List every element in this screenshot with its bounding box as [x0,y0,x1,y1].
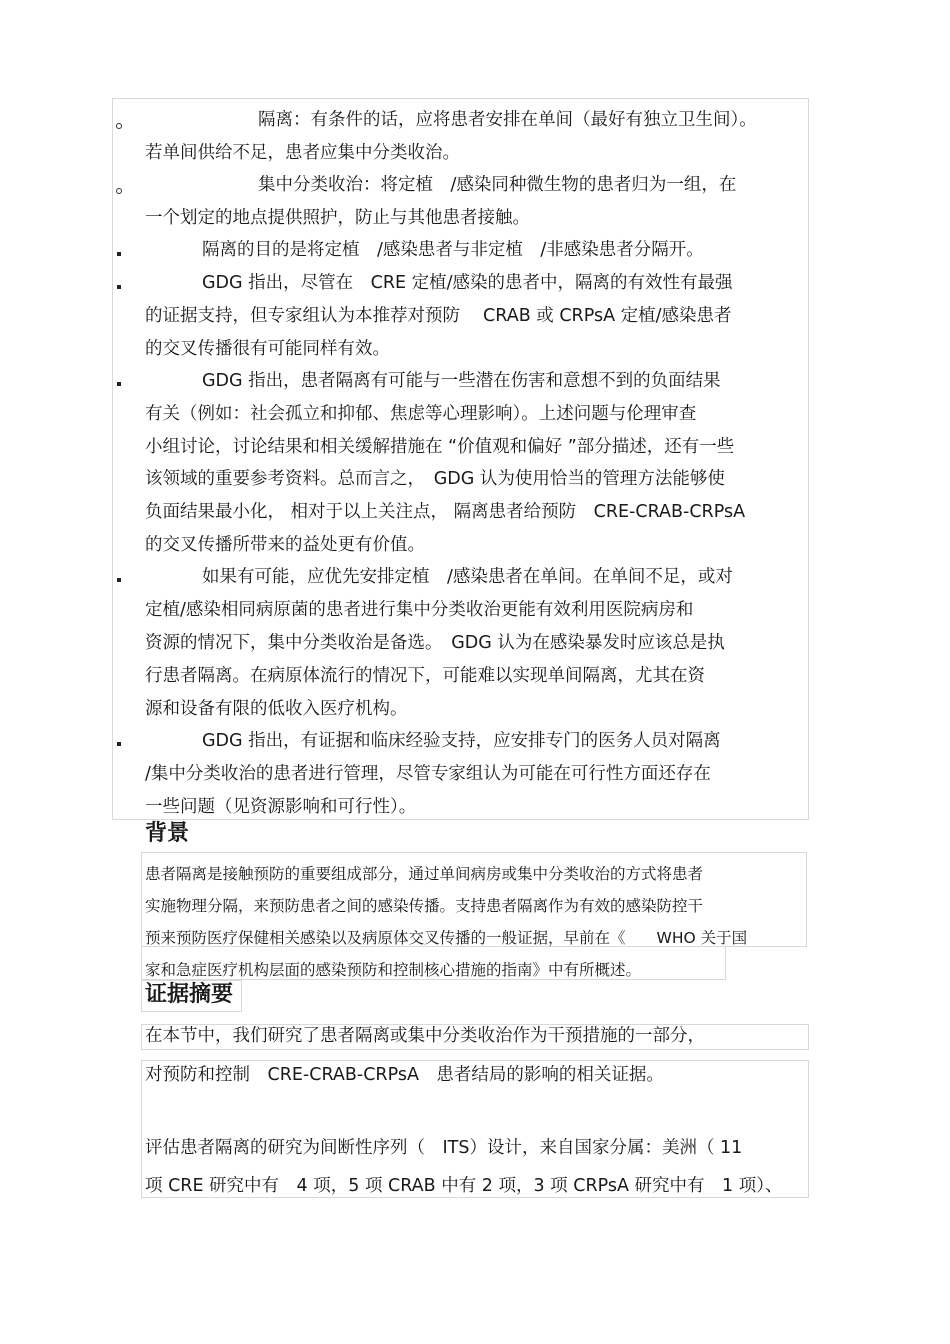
list-item-line: /集中分类收治的患者进行管理，尽管专家组认为可能在可行性方面还存在 [145,764,711,784]
list-item-line: GDG 指出，患者隔离有可能与一些潜在伤害和意想不到的负面结果 [202,371,721,391]
list-item-line: 行患者隔离。在病原体流行的情况下，可能难以实现单间隔离，尤其在资 [145,666,705,686]
list-item-line: GDG 指出，尽管在 CRE 定植/感染的患者中，隔离的有效性有最强 [202,273,733,293]
list-item-line: 有关（例如：社会孤立和抑郁、焦虑等心理影响）。上述问题与伦理审查 [145,404,697,424]
circle-bullet-icon [116,188,122,194]
list-item-line: 的证据支持，但专家组认为本推荐对预防 CRAB 或 CRPsA 定植/感染患者 [145,306,732,326]
background-line: 实施物理分隔，来预防患者之间的感染传播。支持患者隔离作为有效的感染防控干 [145,897,704,915]
list-item-line: 的交叉传播很有可能同样有效。 [145,339,390,359]
list-item-line: 资源的情况下，集中分类收治是备选。 GDG 认为在感染暴发时应该总是执 [145,633,725,653]
evidence-line: 对预防和控制 CRE-CRAB-CRPsA 患者结局的影响的相关证据。 [145,1065,664,1085]
background-line: 预来预防医疗保健相关感染以及病原体交叉传播的一般证据，早前在《 WHO 关于国 [145,929,748,947]
section-heading-evidence: 证据摘要 [145,982,234,1007]
evidence-line: 项 CRE 研究中有 4 项，5 项 CRAB 中有 2 项，3 项 CRPsA 研究中有 1 项）、 [145,1176,783,1196]
evidence-line: 在本节中，我们研究了患者隔离或集中分类收治作为干预措施的一部分， [145,1026,705,1046]
square-bullet-icon [117,382,121,386]
section-heading-background: 背景 [145,821,190,846]
list-item-line: 如果有可能，应优先安排定植 /感染患者在单间。在单间不足，或对 [202,567,733,587]
list-item-line: 一个划定的地点提供照护，防止与其他患者接触。 [145,208,530,228]
square-bullet-icon [117,252,121,256]
evidence-line: 评估患者隔离的研究为间断性序列（ ITS）设计，来自国家分属：美洲（ 11 [145,1138,743,1158]
list-item-line: 该领域的重要参考资料。总而言之， GDG 认为使用恰当的管理方法能够使 [145,469,725,489]
list-item-line: 负面结果最小化， 相对于以上关注点， 隔离患者给预防 CRE-CRAB-CRPsA [145,502,746,522]
circle-bullet-icon [116,123,122,129]
list-item-line: 的交叉传播所带来的益处更有价值。 [145,535,425,555]
background-line: 患者隔离是接触预防的重要组成部分，通过单间病房或集中分类收治的方式将患者 [145,865,704,883]
square-bullet-icon [117,578,121,582]
list-item-line: GDG 指出，有证据和临床经验支持，应安排专门的医务人员对隔离 [202,731,721,751]
list-item-line: 源和设备有限的低收入医疗机构。 [145,699,408,719]
list-item-line: 隔离的目的是将定植 /感染患者与非定植 /非感染患者分隔开。 [202,240,704,260]
list-item-line: 隔离：有条件的话，应将患者安排在单间（最好有独立卫生间）。 [258,110,757,130]
list-item-line: 定植/感染相同病原菌的患者进行集中分类收治更能有效利用医院病房和 [145,600,694,620]
list-item-line: 若单间供给不足，患者应集中分类收治。 [145,143,460,163]
square-bullet-icon [117,742,121,746]
square-bullet-icon [117,285,121,289]
list-item-line: 一些问题（见资源影响和可行性）。 [145,797,417,817]
list-item-line: 集中分类收治：将定植 /感染同种微生物的患者归为一组，在 [258,175,737,195]
background-line: 家和急症医疗机构层面的感染预防和控制核心措施的指南》中有所概述。 [145,961,642,979]
list-item-line: 小组讨论，讨论结果和相关缓解措施在 “价值观和偏好 ”部分描述，还有一些 [145,437,735,457]
